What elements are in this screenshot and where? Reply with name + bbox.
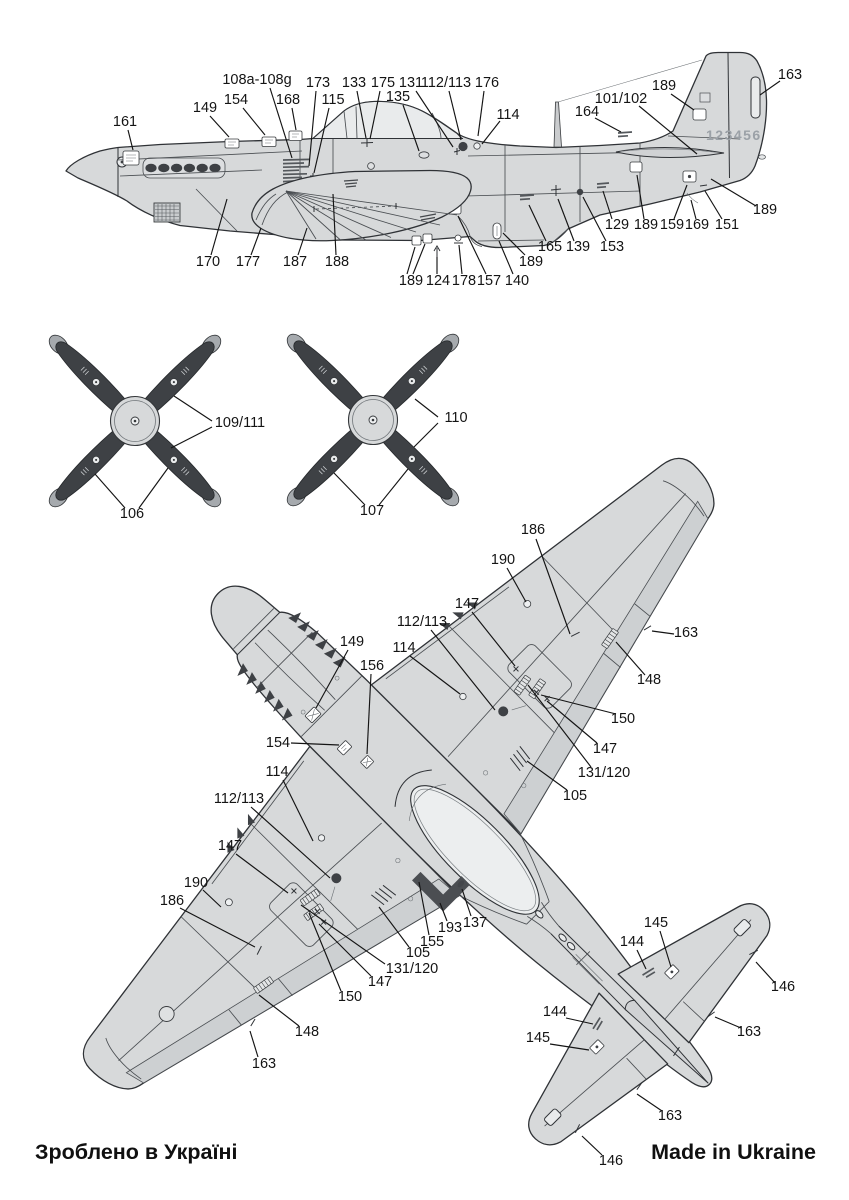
callout-label: 150: [337, 989, 363, 1005]
callout-line: [415, 399, 438, 417]
callout-label: 133: [341, 75, 367, 91]
callout-label: 178: [451, 273, 477, 289]
callout-label: 173: [305, 75, 331, 91]
callout-label: 163: [657, 1108, 683, 1124]
callout-line: [414, 423, 438, 447]
callout-line: [95, 474, 125, 508]
callout-label: 150: [610, 711, 636, 727]
callout-line: [407, 247, 415, 274]
callout-label: 186: [159, 893, 185, 909]
callout-label: 154: [223, 92, 249, 108]
callout-label: 139: [565, 239, 591, 255]
callout-label: 108a-108g: [222, 72, 292, 88]
antenna-mast: [554, 102, 562, 147]
callout-label: 165: [537, 239, 563, 255]
callout-label: 190: [183, 875, 209, 891]
callout-label: 156: [359, 658, 385, 674]
callout-line: [705, 191, 722, 219]
callout-label: 161: [112, 114, 138, 130]
callout-line: [478, 91, 484, 136]
callout-label: 147: [454, 596, 480, 612]
callout-line: [711, 179, 756, 206]
callout-label: 168: [275, 92, 301, 108]
callout-label: 189: [752, 202, 778, 218]
propeller-right: [282, 329, 464, 511]
callout-line: [174, 396, 212, 421]
callout-label: 154: [265, 735, 291, 751]
callout-label: 144: [542, 1004, 568, 1020]
callout-label: 188: [324, 254, 350, 270]
callout-label: 106: [119, 506, 145, 522]
propeller-left: [44, 330, 226, 512]
callout-label: 124: [425, 273, 451, 289]
exhaust-stub: [209, 164, 220, 172]
callout-label: 135: [385, 89, 411, 105]
callout-label: 189: [398, 273, 424, 289]
callout-label: 131/120: [385, 961, 439, 977]
callout-label: 189: [651, 78, 677, 94]
fuel-filler-dot: [458, 142, 467, 151]
callout-label: 163: [777, 67, 803, 83]
callout-label: 163: [736, 1024, 762, 1040]
callout-line: [250, 1031, 258, 1057]
callout-label: 131/120: [577, 765, 631, 781]
callout-line: [210, 116, 229, 137]
callout-label: 169: [684, 217, 710, 233]
callout-label: 155: [419, 934, 445, 950]
callout-label: 107: [359, 503, 385, 519]
callout-label: 114: [265, 764, 289, 780]
callout-label: 112/113: [213, 791, 265, 807]
exhaust-stub: [184, 164, 195, 172]
callout-label: 148: [294, 1024, 320, 1040]
callout-label: 112/113: [420, 75, 472, 91]
callout-label: 105: [405, 945, 431, 961]
callout-label: 153: [599, 239, 625, 255]
callout-label: 189: [518, 254, 544, 270]
callout-label: 109/111: [214, 415, 266, 431]
callout-label: 193: [437, 920, 463, 936]
callout-line: [652, 631, 674, 634]
callout-label: 159: [659, 217, 685, 233]
callout-line: [243, 108, 265, 135]
callout-label: 187: [282, 254, 308, 270]
callout-label: 112/113: [396, 614, 448, 630]
callout-line: [292, 108, 296, 130]
callout-label: 175: [370, 75, 396, 91]
callout-label: 140: [504, 273, 530, 289]
callout-label: 148: [636, 672, 662, 688]
callout-label: 157: [476, 273, 502, 289]
callout-label: 114: [392, 640, 416, 656]
callout-label: 163: [251, 1056, 277, 1072]
callout-label: 190: [490, 552, 516, 568]
callout-label: 114: [496, 107, 520, 123]
callout-line: [595, 118, 621, 132]
callout-label: 145: [643, 915, 669, 931]
callout-label: 105: [562, 788, 588, 804]
callout-label: 137: [462, 915, 488, 931]
callout-label: 177: [235, 254, 261, 270]
callout-label: 164: [574, 104, 600, 120]
callout-label: 147: [367, 974, 393, 990]
callout-label: 189: [633, 217, 659, 233]
callout-line: [459, 245, 462, 274]
exhaust-stub: [171, 164, 182, 172]
callout-label: 144: [619, 934, 645, 950]
callout-label: 146: [598, 1153, 624, 1169]
footer-left: Зроблено в Україні: [35, 1140, 238, 1164]
callout-label: 131: [398, 75, 424, 91]
callout-label: 146: [770, 979, 796, 995]
callout-label: 149: [339, 634, 365, 650]
callout-label: 151: [714, 217, 740, 233]
callout-label: 176: [474, 75, 500, 91]
exhaust-stub: [197, 164, 208, 172]
callout-label: 110: [444, 410, 468, 426]
callout-line: [171, 427, 212, 448]
exhaust-stub: [158, 164, 169, 172]
tail-number: 123456: [706, 127, 762, 143]
callout-label: 129: [604, 217, 630, 233]
callout-line: [334, 473, 365, 505]
callout-line: [379, 469, 408, 505]
callout-label: 115: [321, 92, 345, 108]
callout-line: [139, 468, 168, 508]
callout-label: 163: [673, 625, 699, 641]
callout-label: 170: [195, 254, 221, 270]
callout-line: [482, 121, 500, 144]
exhaust-stub: [145, 164, 156, 172]
callout-label: 186: [520, 522, 546, 538]
callout-label: 147: [592, 741, 618, 757]
callout-label: 145: [525, 1030, 551, 1046]
footer-right: Made in Ukraine: [651, 1140, 816, 1164]
callout-label: 101/102: [594, 91, 648, 107]
callout-label: 147: [217, 838, 243, 854]
callout-label: 149: [192, 100, 218, 116]
